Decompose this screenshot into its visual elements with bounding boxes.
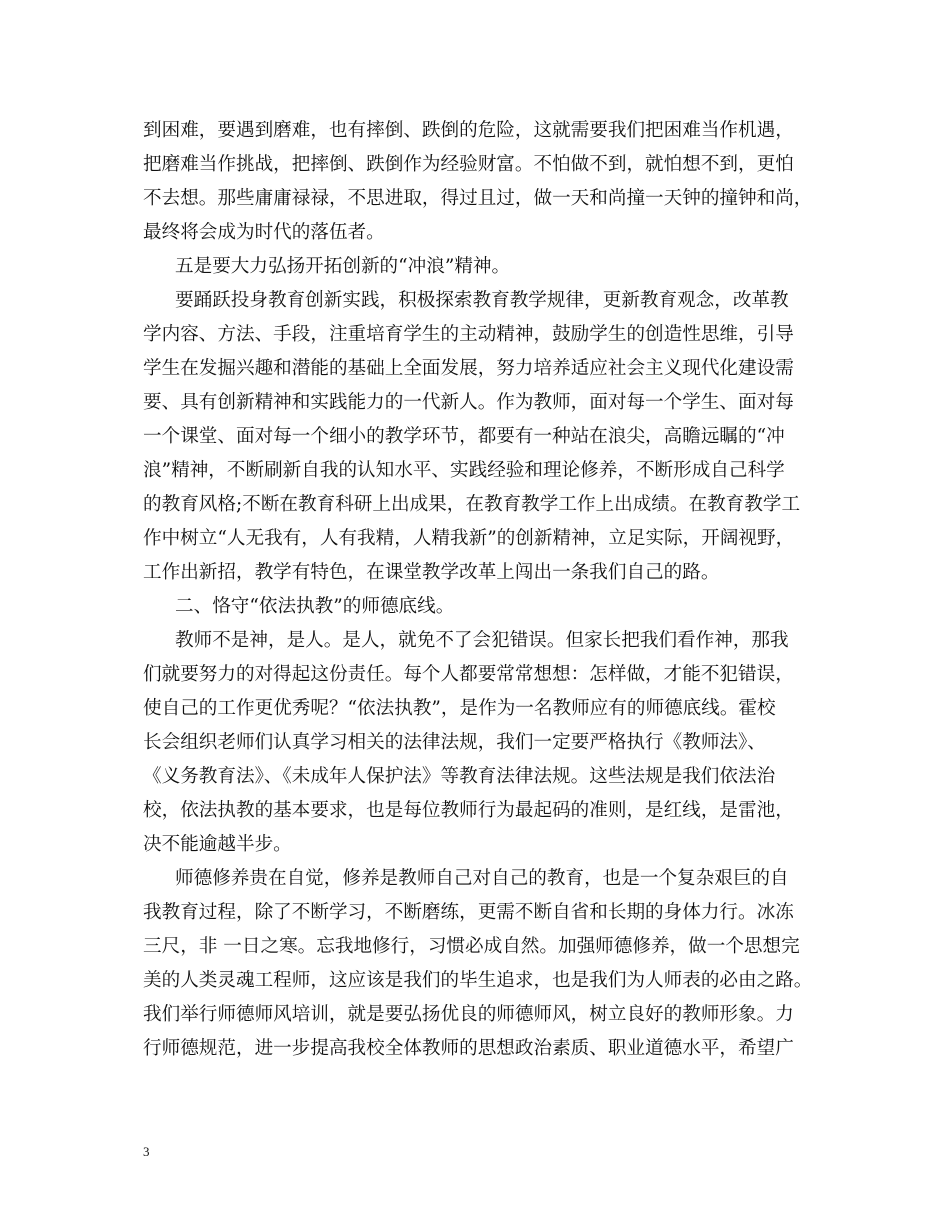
- body-text-line: 浪”精神，不断刷新自我的认知水平、实践经验和理论修养，不断形成自己科学: [143, 460, 785, 481]
- body-text-line: 学生在发掘兴趣和潜能的基础上全面发展，努力培养适应社会主义现代化建设需: [143, 358, 794, 379]
- body-text-line: 到困难，要遇到磨难，也有摔倒、跌倒的危险，这就需要我们把困难当作机遇，: [143, 120, 794, 141]
- body-text-line: 最终将会成为时代的落伍者。: [143, 222, 385, 243]
- body-text-line: 工作出新招，教学有特色，在课堂教学改革上闯出一条我们自己的路。: [143, 562, 720, 583]
- body-text-line: 们就要努力的对得起这份责任。每个人都要常常想想：怎样做，才能不犯错误，: [143, 664, 794, 685]
- page-number: 3: [143, 1144, 150, 1159]
- body-text-line: 我教育过程，除了不断学习，不断磨练，更需不断自省和长期的身体力行。冰冻: [143, 902, 794, 923]
- body-text-line: 学内容、方法、手段，注重培育学生的主动精神，鼓励学生的创造性思维，引导: [143, 324, 794, 345]
- body-text-line: 一个课堂、面对每一个细小的教学环节，都要有一种站在浪尖，高瞻远瞩的“冲: [143, 426, 785, 447]
- body-text-line: 行师德规范，进一步提高我校全体教师的思想政治素质、职业道德水平，希望广: [143, 1038, 794, 1059]
- section-heading: 五是要大力弘扬开拓创新的“冲浪”精神。: [175, 256, 511, 277]
- body-text-line: 使自己的工作更优秀呢？“依法执教”，是作为一名教师应有的师德底线。霍校: [143, 698, 776, 719]
- body-text-line: 教师不是神，是人。是人，就免不了会犯错误。但家长把我们看作神，那我: [175, 630, 789, 651]
- body-text-line: 我们举行师德师风培训，就是要弘扬优良的师德师风，树立良好的教师形象。力: [143, 1004, 794, 1025]
- section-heading: 二、恪守“依法执教”的师德底线。: [175, 596, 455, 617]
- body-text-line: 不去想。那些庸庸禄禄，不思进取，得过且过，做一天和尚撞一天钟的撞钟和尚，: [143, 188, 813, 209]
- body-text-line: 美的人类灵魂工程师，这应该是我们的毕生追求，也是我们为人师表的必由之路。: [143, 970, 813, 991]
- body-text-line: 作中树立“人无我有，人有我精，人精我新”的创新精神，立足实际，开阔视野，: [143, 528, 795, 549]
- body-text-line: 三尺，非 一日之寒。忘我地修行，习惯必成自然。加强师德修养，做一个思想完: [143, 936, 800, 957]
- body-text-line: 师德修养贵在自觉，修养是教师自己对自己的教育，也是一个复杂艰巨的自: [175, 868, 789, 889]
- body-text-line: 把磨难当作挑战，把摔倒、跌倒作为经验财富。不怕做不到，就怕想不到，更怕: [143, 154, 794, 175]
- body-text-line: 决不能逾越半步。: [143, 834, 292, 855]
- body-text-line: 要、具有创新精神和实践能力的一代新人。作为教师，面对每一个学生、面对每: [143, 392, 794, 413]
- body-text-line: 《义务教育法》、《未成年人保护法》等教育法律法规。这些法规是我们依法治: [143, 766, 776, 787]
- body-text-line: 长会组织老师们认真学习相关的法律法规，我们一定要严格执行《教师法》、: [143, 732, 766, 753]
- body-text-line: 要踊跃投身教育创新实践，积极探索教育教学规律，更新教育观念，改革教: [175, 290, 789, 311]
- body-text-line: 的教育风格;不断在教育科研上出成果，在教育教学工作上出成绩。在教育教学工: [143, 494, 801, 515]
- body-text-line: 校，依法执教的基本要求，也是每位教师行为最起码的准则，是红线，是雷池，: [143, 800, 794, 821]
